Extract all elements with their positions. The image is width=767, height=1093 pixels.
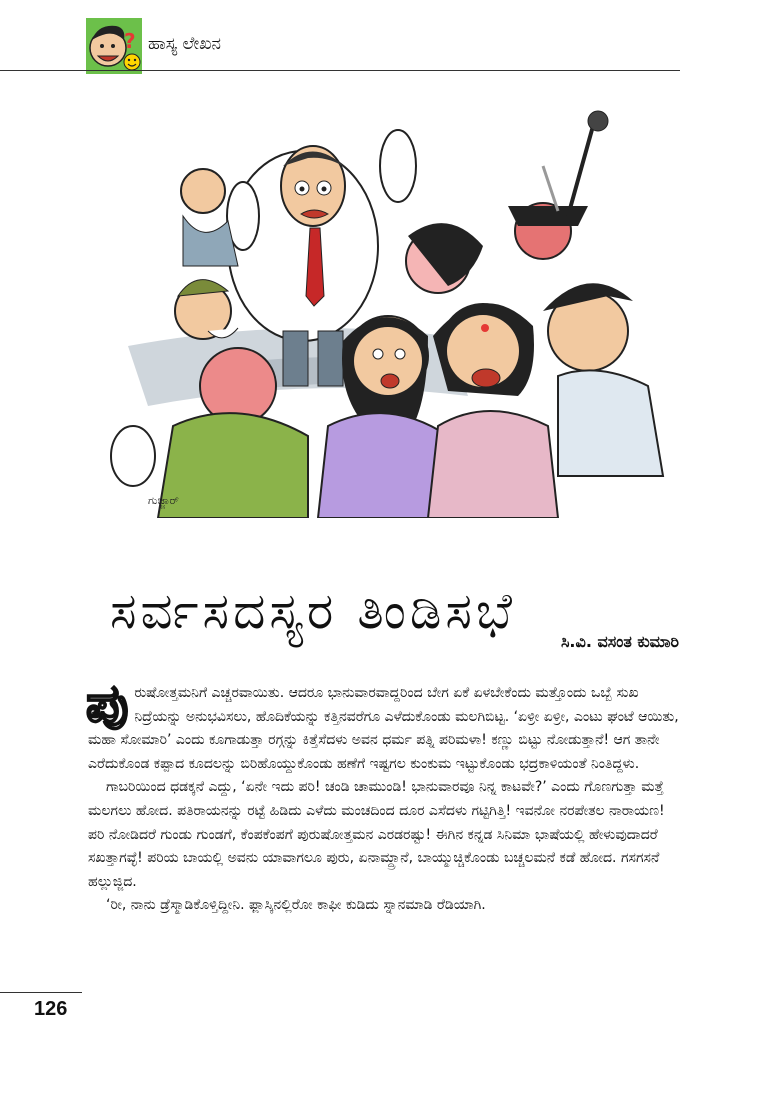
article-title: ಸರ್ವಸದಸ್ಯರ ತಿಂಡಿಸಭೆ bbox=[110, 581, 517, 640]
paragraph-2: ಗಾಬರಿಯಿಂದ ಧಡಕ್ಕನೆ ಎದ್ದು, ‘ಏನೇ ಇದು ಪರಿ! ಚಂಡಿ ಚಾಮುಂಡಿ! ಭಾನುವಾರವೂ ನಿನ್ನ ಕಾಟವೇ?’ ಎಂದು ಗೊಣಗುತ್ತಾ ಮತ್ತೆ ಮಲಗಲು ಹೋದ. ಪತಿರಾಯನನ್ನು ರಟ್ಟೆ ಹಿಡಿದು ಎಳೆದು ಮಂಚದಿಂದ ದೂರ ಎಸೆದಳು ಗಟ್ಟಿಗಿತ್ತಿ! ಇವನೋ ನರಪೇತಲ ನಾರಾಯಣ! ಪರಿ ನೋಡಿದರೆ ಗುಂಡು ಗುಂಡಗೆ, ಕೆಂಪಕೆಂಪಗೆ ಪುರುಷೋತ್ತಮನ ಎರಡರಷ್ಟು! ಈಗಿನ ಕನ್ನಡ ಸಿನಿಮಾ ಭಾಷೆಯಲ್ಲಿ ಹೇಳುವುದಾದರೆ ಸಖತ್ತಾಗವ್ಳೆ! ಪರಿಯ ಬಾಯಲ್ಲಿ ಅವನು ಯಾವಾಗಲೂ ಪುರು, ಏನಾಮ್ದ್ರಾನೆ, ಬಾಯ್ಮುಚ್ಚಿಕೊಂಡು ಬಚ್ಚಲಮನೆ ಕಡೆ ಹೋದ. ಗಸಗಸನೆ ಹಲ್ಲುಜ್ಜಿದ. bbox=[88, 779, 665, 890]
header-rule bbox=[0, 70, 680, 71]
page-number-rule bbox=[0, 992, 82, 993]
artist-signature: ಗುಜ್ಜಾರ್ bbox=[148, 494, 179, 507]
section-label: ಹಾಸ್ಯ ಲೇಖನ bbox=[148, 34, 221, 54]
drop-cap: ಪು bbox=[86, 674, 129, 734]
page-header bbox=[0, 0, 767, 80]
svg-text:?: ? bbox=[124, 29, 136, 53]
paragraph-1-text: ರುಷೋತ್ತಮನಿಗೆ ಎಚ್ಚರವಾಯಿತು. ಆದರೂ ಭಾನುವಾರವಾದ್ದರಿಂದ ಬೇಗ ಏಕೆ ಏಳಬೇಕೆಂದು ಮತ್ತೊಂದು ಒಬ್ಬೆ ಸುಖ ನಿದ್ರೆಯನ್ನು ಅನುಭವಿಸಲು, ಹೊದಿಕೆಯನ್ನು ಕತ್ತಿನವರೆಗೂ ಎಳೆದುಕೊಂಡು ಮಲಗಿಬಿಟ್ಟ. ‘ಏಳ್ರೀ ಏಳ್ರೀ, ಎಂಟು ಘಂಟೆ ಆಯಿತು, ಮಹಾ ಸೋಮಾರಿ’ ಎಂದು ಕೂಗಾಡುತ್ತಾ ರಗ್ಗನ್ನು ಕಿತ್ತೆಸೆದಳು ಅವನ ಧರ್ಮ ಪತ್ನಿ ಪರಿಮಳಾ! ಕಣ್ಣು ಬಿಟ್ಟು ನೋಡುತ್ತಾನೆ! ಆಗ ತಾನೇ ಎರೆದುಕೊಂಡ ಕಪ್ಪಾದ ಕೂದಲನ್ನು ಬಿರಿಹೊಯ್ದುಕೊಂಡು ಹಣೆಗೆ ಇಷ್ಟಗಲ ಕುಂಕುಮ ಇಟ್ಟುಕೊಂಡು ಭದ್ರಕಾಳಿಯಂತೆ ನಿಂತಿದ್ದಳು. bbox=[88, 685, 679, 772]
cartoon-illustration bbox=[88, 96, 680, 518]
article-body bbox=[86, 674, 682, 918]
paragraph-1 bbox=[86, 674, 682, 776]
page-number: 126 bbox=[34, 998, 68, 1020]
paragraph-3: ‘ರೀ, ನಾನು ಡ್ರೆಸ್ಮಾಡಿಕೊಳ್ತಿದ್ದೀನಿ. ಫ್ಲಾಸ್ಕಿನಲ್ಲಿರೋ ಕಾಫೀ ಕುಡಿದು ಸ್ನಾನಮಾಡಿ ರೆಡಿಯಾಗಿ. bbox=[106, 897, 486, 914]
article-author: ಸಿ.ವಿ. ವಸಂತ ಕುಮಾರಿ bbox=[560, 632, 679, 651]
mascot-icon bbox=[86, 18, 142, 74]
